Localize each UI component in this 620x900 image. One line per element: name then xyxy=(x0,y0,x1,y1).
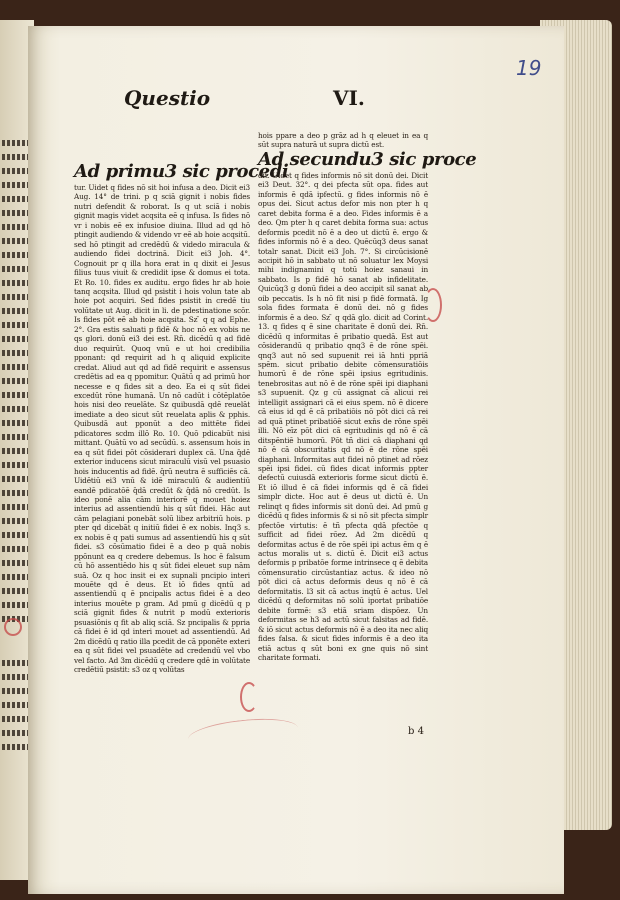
facing-text-line xyxy=(2,280,30,286)
facing-text-line xyxy=(2,266,30,272)
facing-text-line xyxy=(2,168,30,174)
facing-text-line xyxy=(2,490,30,496)
red-margin-mark xyxy=(240,682,258,712)
facing-text-line xyxy=(2,392,30,398)
book-page xyxy=(28,26,564,894)
right-column xyxy=(258,131,477,741)
facing-text-line xyxy=(2,574,30,580)
running-head-right: VI. xyxy=(333,86,365,110)
facing-text-line xyxy=(2,322,30,328)
facing-text-line xyxy=(2,406,30,412)
facing-text-line xyxy=(2,716,30,722)
facing-text-line xyxy=(2,588,30,594)
red-margin-mark xyxy=(424,288,442,322)
facing-text-line xyxy=(2,660,30,666)
left-column-text: tur. Uidet q fides nō sit hoi infusa a deo. Dicit ei3 Aug. 14° de trini. p q sciā gignit i nobis fides nutri defendit & roborat. Is q ut sciā i nobis gignit magis videt acqsita eē q infusa. Is fides nō vr i nobis eē ex infusioe diuina. Illud ad qd hō ptingit audiendo & videndo vr eē ab hoie acqsitū. sed hō ptingit ad credēdū & videdo miracula & audiendo fidei doctrinā. Dicit ei3 Joh. 4°. Cognouit pr q illa hora erat in q dixit ei Jesus filius tuus viuit & credidit ipse & domus ei tota. Et Ro. 10. fides ex auditu. ergo fides hr ab hoie tanq acqsita. Illud qd psistit i hois volun tate ab hoie pot acquiri. Sed fides psistit in credē tiu volūtate ut Aug. dicit in li. de pdestinatione scōr. Is fides pōt eē ab hoie acqsita. Sz ̄ q q ad Ephe. 2°. Gra estis saluati p fidē & hoc nō ex vobis ne qs glori. donū ei3 dei est. Rn̄. dicēdū q ad fidē duo requirūt. Quoq vnū e ut hoi credibilia pponant: qd requirit ad h q aliquid explicite credat. Aliud aut qd ad fidē requirit e assensus credētis ad ea q ppomitur. Quātū q ad primū hor necesse e q fides sit a deo. Ea ei q sūt fidei excedūt rōne humanā. Un nō cadūt i cōtēplatōe hois nisi deo reuelāte. Sz quibusdā qdē reuelāt imediate a deo sicut sūt reuelata aplis & pphis. Quibusdā aut pponūt a deo mittēte fidei pdicatores scdm illō Ro. 10. Quō pdicabūt nisi mittant. Quātū vo ad secūdū. s. assensum hois in ea q sūt fidei pōt cōsiderari duplex cā. Una q̄dē exterior inducens sicut miraculū visū vel psuasio hois inducentis ad fidē. q̄rū neutra ē sufficiēs cā. Uidētiū ei3 vnū & idē miraculū & audientiū eandē pdicatōē q̄dā credūt & q̄dā nō credūt. Is ideo ponē alia cām interiorē q mouet hoiez interius ad assentiendū his q sūt fidei. Hāc aut cām pelagiani ponebāt solū libez arbitriū hois. p pter qd dicebāt q initiū fidei ē ex nobis. Inq3 s. ex nobis ē q pati sumus ad assentiendū his q sūt fidei. s3 cōsūmatio fidei ē a deo p quā nobis ppōnunt ea q credere debemus. Is hoc ē falsum cū hō assentiēdo his q sūt fidei eleuet sup nām suā. Oz q hoc insit ei ex supnali pncipio interi mouēte qd ē deus. Et iō fides qntū ad assentiendū q ē pncipalis actus fidei ē a deo interius mouēte p gram. Ad pmū g dicēdū q p sciā gignit fides & nutrit p modū exterioris psuasiōnis q fit ab aliq sciā. Sz pncipalis & ppria cā fidei ē id qd interi mouet ad assentiendū. Ad 2m dicēdū q ratio illa pcedit de cā pponēte exteri ea q sūt fidei vel psuadēte ad credendū vel vbo vel facto. Ad 3m dicēdū q credere qdē in volūtate credētiū psistit: s3 oz q volūtas xyxy=(74,183,250,675)
facing-text-line xyxy=(2,210,30,216)
facing-text-line xyxy=(2,420,30,426)
facing-text-line xyxy=(2,378,30,384)
article-heading: Ad secundu3 sic proce xyxy=(258,148,477,170)
facing-text-line xyxy=(2,688,30,694)
facing-text-line xyxy=(2,196,30,202)
facing-text-line xyxy=(2,364,30,370)
facing-text-line xyxy=(2,154,30,160)
facing-text-line xyxy=(2,294,30,300)
folio-number: 19 xyxy=(516,56,542,80)
signature-mark: b 4 xyxy=(408,726,424,737)
facing-text-line xyxy=(2,350,30,356)
facing-text-line xyxy=(2,546,30,552)
facing-text-line xyxy=(2,336,30,342)
facing-text-line xyxy=(2,518,30,524)
facing-text-line xyxy=(2,504,30,510)
facing-text-line xyxy=(2,730,30,736)
facing-text-line xyxy=(2,448,30,454)
running-head-left: Questio xyxy=(124,86,211,110)
facing-text-line xyxy=(2,434,30,440)
facing-text-line xyxy=(2,744,30,750)
right-column-text: dit. Uidet q fides informis nō sit donū dei. Dicit ei3 Deut. 32°. q dei pfecta sūt opa. fides aut informis ē qdā ipfectū. g fides informis nō ē opus dei. Sicut actus defor mis non pter h q caret debita forma ē a deo. Fides informis ē a deo. Qm pter h q caret debita forma sua: actus deformis pcedit nō ē a deo ut dictū ē. ergo & fides informis nō ē a deo. Quēcūq3 deus sanat totalr sanat. Dicit ei3 Joh. 7°. Si circūcisionē accipit hō in sabbato ut nō soluatur lex Moysi mihi indignamini q totū hoiez sanaui in sabbato. Is p fidē hō sanat ab infidelitate. Quicūq3 g donū fidei a deo accipit sil sanat ab oib peccatis. Is h nō fit nisi p fidē formatā. Ig sola fides formata ē donū dei. nō g fides informis ē a deo. Sz ̄ q qdā glo. dicit ad Corint. 13. q fides q ē sine charitate ē donū dei. Rn̄. dicēdū q informitas ē pribatio quedā. Est aut cōsiderandū q pribatio qnq3 ē de rōne spēi. qnq3 aut nō sed supuenit rei iā hnti ppriā spēm. sicut pribatio debite cōmensuratiōis humorū ē de rōne spēi ipsius egritudinis. tenebrositas aut nō ē de rōne spēi ipi diaphani s3 supuenit. Qz g cū assignat cā alicui rei intelligit assignari cā ei eius spem. nō ē dicere cā eius id qd ē cā pribatiōis nō pōt dici cā rei ad quā ptinet pribatiōē sicut exn̄s de rōne spēi illi. Nō eīz pōt dici cā egritudinis qd nō ē cā ditspēntiē humorū. Pōt tñ dici cā diaphani qd nō ē cā obscuritatis qd nō ē de rōne spēi diaphani. Informitas aut fidei nō ptinet ad rōez spēi ipsi fidei. cū fides dicat informis ppter defectū cuiusdā exterioris forme sicut dictū ē. Et iō illud ē cā fidei informis qd ē cā fidei simplr dicte. Hoc aut ē deus ut dictū ē. Un relinqt q fides informis sit donū dei. Ad pmū g dicēdū q fides informis & si nō sit pfecta simplr pfectōe virtutis: ē tñ pfecta qdā pfectōe q sufficit ad fidei rōez. Ad 2m dicēdū q deformitas actus ē de rōe spēi ipi actus ēm q ē actus moralis ut s. dictū ē. Dicit ei3 actus deformis p pribatōe forme intrinsece q ē debita cōmensuratio circūstantiaz actus. & ideo nō pōt dici cā actus deformis deus q nō ē cā deformitatis. l3 sit cā actus inqtū ē actus. Uel dicēdū q deformitas nō solū iportat pribatiōe debite formē: s3 etiā sriam dispōez. Un deformitas se h3 ad actū sicut falsitas ad fidē. & iō sicut actus deformis nō ē a deo ita nec aliq fides falsa. & sicut fides informis ē a deo ita etiā actus q sūt boni ex gne quis nō sint charitate formati. xyxy=(258,170,428,663)
facing-text-line xyxy=(2,182,30,188)
facing-text-line xyxy=(2,238,30,244)
facing-text-line xyxy=(2,140,30,146)
facing-text-line xyxy=(2,702,30,708)
facing-text-line xyxy=(2,532,30,538)
article-heading: Ad primu3 sic procedi xyxy=(74,161,289,182)
facing-text-line xyxy=(2,560,30,566)
red-margin-mark xyxy=(4,618,22,636)
facing-text-line xyxy=(2,602,30,608)
right-column-lead-text: hois ppare a deo p grāz ad h q eleuet in ea q sūt supra naturā ut supra dictū est. xyxy=(258,131,428,150)
facing-text-line xyxy=(2,462,30,468)
facing-text-line xyxy=(2,224,30,230)
left-column xyxy=(74,161,289,752)
facing-text-line xyxy=(2,674,30,680)
facing-text-line xyxy=(2,252,30,258)
facing-text-line xyxy=(2,308,30,314)
facing-text-line xyxy=(2,476,30,482)
